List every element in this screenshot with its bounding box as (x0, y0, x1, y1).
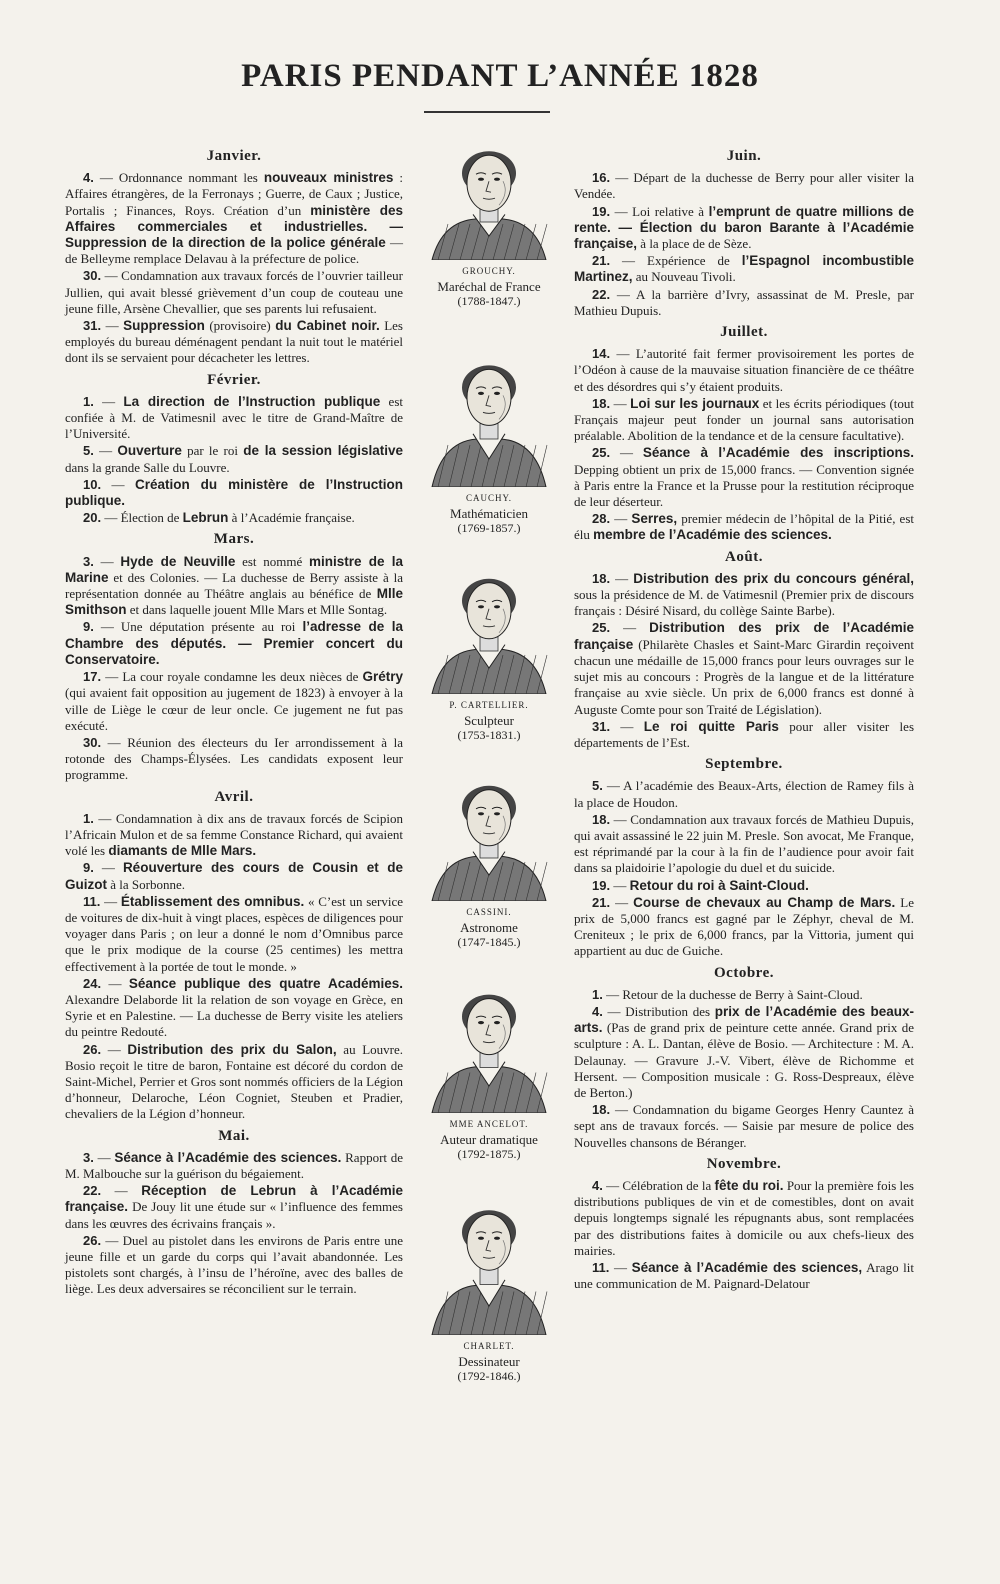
portrait-role: Mathématicien (450, 506, 528, 521)
month-heading: Août. (725, 548, 763, 565)
portrait-dates: (1792-1875.) (457, 1147, 521, 1161)
chronicle-entry: 10. — Création du ministère de l’Instruction publique. (65, 476, 403, 509)
chronicle-entry: 22. — Réception de Lebrun à l’Académie française. De Jouy lit une étude sur « l’influence des femmes dans les œuvres des écrivains français ». (65, 1183, 403, 1231)
left-column (65, 143, 403, 1299)
portrait-name: MME ANCELOT. (449, 1119, 529, 1129)
title-rule (424, 111, 550, 113)
chronicle-entry: 9. — Réouverture des cours de Cousin et de Guizot à la Sorbonne. (65, 860, 404, 892)
portrait (420, 1190, 558, 1384)
chronicle-entry: 22. — A la barrière d’Ivry, assassinat de M. Presle, par Mathieu Dupuis. (574, 286, 914, 318)
chronicle-entry: 18. — Condamnation du bigame Georges Henry Cauntez à sept ans de travaux forcés. — Saisie par mesure de police des Nouvelles chansons de Béranger. (574, 1102, 914, 1150)
portrait-role: Dessinateur (458, 1354, 520, 1369)
portrait (420, 978, 558, 1162)
chronicle-entry: 28. — Serres, premier médecin de l’hôpital de la Pitié, est élu membre de l’Académie des sciences. (574, 511, 914, 543)
month-heading: Octobre. (714, 964, 774, 981)
month-heading: Février. (207, 371, 261, 388)
chronicle-entry: 18. — Distribution des prix du concours général, sous la présidence de M. de Vatimesnil (Premier prix de discours français : Désiré Nisard, du collège Sainte Barbe). (574, 570, 915, 619)
month-heading: Juin. (726, 148, 762, 164)
chronicle-entry: 21. — Expérience de l’Espagnol incombustible Martinez, au Nouveau Tivoli. (574, 253, 914, 285)
chronicle-entry: 11. — Séance à l’Académie des sciences, Arago lit une communication de M. Paignard-Delatour (574, 1260, 915, 1292)
portrait-name: P. CARTELLIER. (449, 700, 529, 710)
month-heading: Mai. (218, 1127, 250, 1144)
chronicle-entry: 18. — Loi sur les journaux et les écrits périodiques (tout Français majeur peut fonder un journal sans autorisation préalable. Abolition de la tendance et de la censure facultative). (574, 395, 914, 444)
chronicle-entry: 25. — Séance à l’Académie des inscriptions. Depping obtient un prix de 15,000 francs. — Convention signée à Paris entre la France et la Prusse pour la restitution réciproque de leur déserteur. (574, 445, 915, 510)
month-heading: Mars. (213, 531, 255, 548)
chronicle-entry: 4. — Ordonnance nommant les nouveaux ministres : Affaires étrangères, de la Ferronays ; Guerre, de Caux ; Justice, Portalis ; Finances, Roys. Création d’un ministère des Affaires commerciales et industrielles. — Suppression de la direction de la police générale — de Belleyme remplace Delavau à la préfecture de police. (65, 170, 404, 267)
portrait-engraving (424, 1190, 554, 1335)
portrait-role: Sculpteur (464, 713, 514, 728)
portrait-engraving (424, 564, 554, 694)
chronicle-entry: 30. — Réunion des électeurs du Ier arrondissement à la rotonde des Champs-Élysées. Les candidats exposent leur programme. (65, 734, 403, 783)
chronicle-entry: 17. — La cour royale condamne les deux nièces de Grétry (qui avaient fait opposition au jugement de 1823) à envoyer à la ville de Liège le cœur de leur oncle. Ce jugement ne fut pas exécuté. (65, 669, 403, 733)
chronicle-entry: 26. — Duel au pistolet dans les environs de Paris entre une jeune fille et un garde du corps qui l’avait abandonnée. Les pistolets sont chargés, à l’insu de l’héroïne, avec des balles de liège. Les deux adversaires se réconcilient sur le terrain. (65, 1232, 403, 1297)
chronicle-entry: 1. — Retour de la duchesse de Berry à Saint-Cloud. (592, 986, 863, 1002)
chronicle-entry: 4. — Célébration de la fête du roi. Pour la première fois les distributions publiques de vin et de comestibles, dont on avait depuis longtemps signalé les répugnants abus, sont remplacées par des distributions faites à domicile ou aux chefs-lieux des mairies. (574, 1177, 914, 1258)
portrait-name: CASSINI. (466, 907, 512, 917)
portrait-engraving (424, 771, 554, 901)
page-title: PARIS PENDANT L’ANNÉE 1828 (241, 58, 759, 94)
portrait-engraving (424, 978, 554, 1113)
right-column (574, 143, 914, 1293)
month-heading: Juillet. (720, 324, 768, 341)
portrait-dates: (1792-1846.) (457, 1369, 521, 1383)
portrait-engraving (424, 140, 554, 260)
portrait-role: Astronome (460, 920, 518, 935)
chronicle-entry: 1. — Condamnation à dix ans de travaux forcés de Scipion l’Africain Mulon et de sa femme Constance Richard, qui avaient volé les diamants de Mlle Mars. (65, 810, 403, 859)
chronicle-entry: 24. — Séance publique des quatre Académies. Alexandre Delaborde lit la relation de son voyage en Grèce, en Syrie et en Palestine. — La duchesse de Berry visite les ateliers du peintre Redouté. (65, 975, 403, 1040)
portrait (420, 347, 558, 536)
portrait (420, 140, 558, 309)
portrait-engraving (424, 347, 554, 487)
chronicle-entry: 14. — L’autorité fait fermer provisoirement les portes de l’Odéon à cause de la mauvaise situation financière de ce théâtre et des désordres qui s’y étaient produits. (574, 346, 914, 394)
portrait-name: GROUCHY. (462, 266, 516, 276)
month-heading: Avril. (214, 788, 254, 805)
chronicle-entry: 1. — La direction de l’Instruction publique est confiée à M. de Vatimesnil avec le titre de Grand-Maître de l’Université. (65, 393, 403, 442)
chronicle-entry: 5. — A l’académie des Beaux-Arts, élection de Ramey fils à la place de Houdon. (574, 778, 914, 810)
chronicle-entry: 31. — Le roi quitte Paris pour aller visiter les départements de l’Est. (574, 718, 914, 750)
chronicle-entry: 31. — Suppression (provisoire) du Cabinet noir. Les employés du bureau déménagent pendant la nuit tout le matériel dont ils se servaient pour décacheter les lettres. (65, 318, 403, 366)
portrait-role: Maréchal de France (437, 279, 541, 294)
chronicle-entry: 21. — Course de chevaux au Champ de Mars. Le prix de 5,000 francs est gagné par le Zéphyr, cheval de M. Creniteux ; le prix de 6,000 francs, par la Vittoria, jument qui appartient au duc de Guiche. (574, 894, 915, 959)
month-heading: Novembre. (706, 1155, 782, 1172)
chronicle-entry: 30. — Condamnation aux travaux forcés de l’ouvrier tailleur Jullien, qui avait blessé grièvement d’un coup de couteau une jeune fille, Arsène Chevallier, que ses parents lui refusaient. (65, 268, 403, 316)
portrait-name: CAUCHY. (465, 493, 513, 503)
portrait-name: CHARLET. (463, 1341, 515, 1351)
chronicle-entry: 26. — Distribution des prix du Salon, au Louvre. Bosio reçoit le titre de baron, Fontaine est décoré du cordon de Saint-Michel, Perrier et Gros sont nommés officiers de la Légion d’honneur, Delaroche, Léon Cogniet, Steuben et Pradier, chevaliers de la Légion d’honneur. (65, 1041, 404, 1122)
portrait (420, 564, 558, 743)
portrait-dates: (1753-1831.) (457, 728, 521, 742)
month-heading: Janvier. (206, 148, 262, 164)
portrait-column (420, 140, 558, 1384)
chronicle-entry: 25. — Distribution des prix de l’Académie française (Philarète Chasles et Saint-Marc Girardin reçoivent chacun une médaille de 15,000 francs pour leurs ouvrages sur le sujet mis au concours : Progrès de la langue et de la littérature française au xvie siècle. Un prix de 6,000 francs est donné à Auguste Comte pour son Traité de Législation). (574, 620, 914, 717)
portrait-dates: (1747-1845.) (457, 935, 521, 949)
chronicle-entry: 3. — Hyde de Neuville est nommé ministre de la Marine et des Colonies. — La duchesse de Berry assiste à la représentation donnée au Théâtre anglais au bénéfice de Mlle Smithson et dans laquelle jouent Mlle Mars et Mlle Sontag. (65, 553, 404, 618)
chronicle-entry: 3. — Séance à l’Académie des sciences. Rapport de M. Malbouche sur la guérison du bégaiement. (65, 1149, 404, 1181)
chronicle-entry: 20. — Élection de Lebrun à l’Académie française. (83, 510, 355, 526)
portrait-dates: (1769-1857.) (457, 521, 521, 535)
chronicle-entry: 5. — Ouverture par le roi de la session législative dans la grande Salle du Louvre. (65, 443, 404, 475)
chronicle-entry: 18. — Condamnation aux travaux forcés de Mathieu Dupuis, qui avait assassiné le 22 juin M. Presle. Son avocat, Me Franque, est réprimandé par la cour à la fin de l’audience pour avoir fait dans sa plaidoirie l’apologie du duel et du suicide. (574, 811, 914, 876)
chronicle-entry: 19. — Loi relative à l’emprunt de quatre millions de rente. — Élection du baron Barante à l’Académie française, à la place de de Sèze. (574, 203, 914, 252)
chronicle-entry: 16. — Départ de la duchesse de Berry pour aller visiter la Vendée. (574, 170, 914, 202)
chronicle-entry: 4. — Distribution des prix de l’Académie des beaux-arts. (Pas de grand prix de peinture cette année. Grand prix de sculpture : A. L. Dantan, élève de Bosio. — Architecture : M. A. Delaunay. — Gravure J.-V. Vibert, élève de Richomme et Hersent. — Composition musicale : G. Ross-Despreaux, élève de Berton.) (574, 1003, 914, 1100)
portrait-dates: (1788-1847.) (457, 294, 521, 308)
portrait (420, 771, 558, 950)
chronicle-entry: 9. — Une députation présente au roi l’adresse de la Chambre des députés. — Premier concert du Conservatoire. (65, 619, 404, 667)
chronicle-entry: 11. — Établissement des omnibus. « C’est un service de voitures de dix-huit à vingt places, espèces de diligences pour voyager dans Paris ; on leur a donné le nom d’Omnibus parce que le prix modique de la course (25 centimes) les mettra effectivement à la portée de tout le monde. » (65, 893, 404, 974)
month-heading: Septembre. (705, 756, 783, 773)
portrait-role: Auteur dramatique (440, 1132, 538, 1147)
chronicle-entry: 19. — Retour du roi à Saint-Cloud. (592, 877, 809, 893)
